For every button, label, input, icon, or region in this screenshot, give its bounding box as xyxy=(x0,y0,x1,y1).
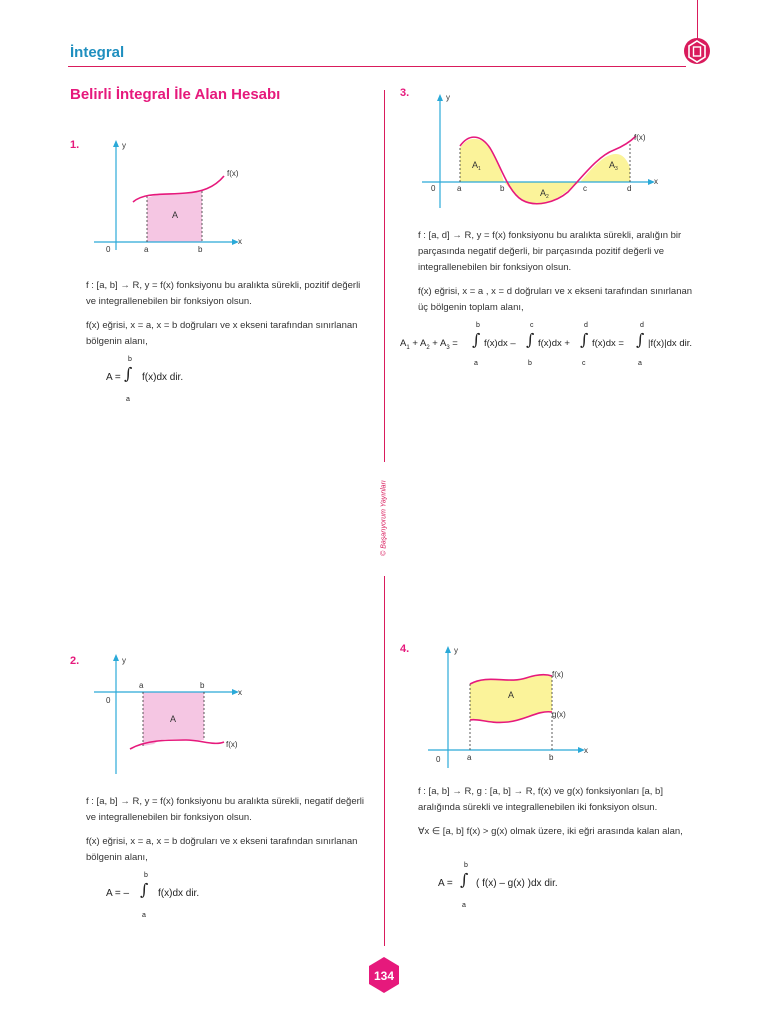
item-number-3: 3. xyxy=(400,87,410,99)
area-region-a3 xyxy=(580,154,630,182)
f-label: f(x) xyxy=(227,169,239,178)
y-label: y xyxy=(446,93,450,102)
b-label: b xyxy=(549,753,554,762)
a2-label: $A_2$ xyxy=(540,188,549,200)
x-label: x xyxy=(584,746,588,755)
c-label: c xyxy=(583,184,587,193)
item-number-1: 1. xyxy=(70,139,80,151)
copyright-notice: © Başarıyorum Yayınları xyxy=(380,480,388,556)
a3-label: $A_3$ xyxy=(609,160,618,172)
region-label: A xyxy=(172,210,179,220)
origin-label: 0 xyxy=(106,245,111,254)
figure-positive-area xyxy=(86,138,256,260)
a-label: a xyxy=(467,753,472,762)
y-label: y xyxy=(122,141,126,150)
region-label: A xyxy=(170,714,177,724)
x-label: x xyxy=(238,688,242,697)
figure-mixed-area xyxy=(418,88,668,212)
figure-negative-area xyxy=(86,652,256,780)
d-label: d xyxy=(627,184,632,193)
a-label: a xyxy=(139,681,144,690)
region-label: A xyxy=(508,690,515,700)
sum-lhs: $A_1 + A_2 + A_3$ = xyxy=(400,338,458,351)
item3-para-2: f(x) eğrisi, x = a , x = d doğruları ve x ekseni tarafından sınırlanan üç bölgenin toplam alanı, xyxy=(418,286,693,313)
chapter-title: İntegral xyxy=(70,44,125,61)
item3-para-1: f : [a, d] → R, y = f(x) fonksiyonu bu aralıkta sürekli, aralığın bir parçasında negatif değerli, bir parçasında pozitif değerli ve integrallenebilen bir fonksiyon olsun. xyxy=(418,230,682,273)
x-label: x xyxy=(654,177,658,186)
origin-label: 0 xyxy=(436,755,441,764)
section-title: Belirli İntegral İle Alan Hesabı xyxy=(70,86,281,103)
item4-para-2: ∀x ∈ [a, b] f(x) > g(x) olmak üzere, iki eğri arasında kalan alan, xyxy=(418,826,683,837)
a1-label: $A_1$ xyxy=(472,160,481,172)
b-label: b xyxy=(198,245,203,254)
a-label: a xyxy=(457,184,462,193)
item-number-4: 4. xyxy=(400,643,410,655)
f-label: f(x) xyxy=(552,670,564,679)
b-label: b xyxy=(500,184,505,193)
figure-between-curves xyxy=(418,640,598,774)
page-number-badge xyxy=(366,955,402,995)
item2-para-2: f(x) eğrisi, x = a, x = b doğruları ve x ekseni tarafından sınırlanan bölgenin alanı, xyxy=(86,836,358,863)
page-number: 134 xyxy=(373,969,395,983)
origin-label: 0 xyxy=(431,184,436,193)
item-number-2: 2. xyxy=(70,655,80,667)
item3-formula: $A_1 + A_2 + A_3$ = b ∫ a f(x)dx – c ∫ b f(x)dx + d ∫ c f(x)dx = d ∫ a |f(x)|dx dir. xyxy=(400,322,692,367)
column-divider-bottom xyxy=(384,576,385,946)
y-label: y xyxy=(122,656,126,665)
f-label: f(x) xyxy=(634,133,646,142)
g-label: g(x) xyxy=(552,710,566,719)
item4-para-1: f : [a, b] → R, g : [a, b] → R, f(x) ve g(x) fonksiyonları [a, b] aralığında sürekli ve integrallenebilen iki fonksiyon olsun. xyxy=(418,786,663,813)
b-label: b xyxy=(200,681,205,690)
origin-label: 0 xyxy=(106,696,111,705)
item2-formula: A = – b ∫ a f(x)dx dir. xyxy=(106,872,200,919)
header-rule xyxy=(68,66,686,67)
y-label: y xyxy=(454,646,458,655)
publisher-logo-icon xyxy=(682,36,712,66)
x-label: x xyxy=(238,237,242,246)
column-divider-top xyxy=(384,90,385,462)
item1-formula: A = b ∫ a f(x)dx dir. xyxy=(106,356,184,403)
item2-para-1: f : [a, b] → R, y = f(x) fonksiyonu bu aralıkta sürekli, negatif değerli ve integrallenebilen bir fonksiyon olsun. xyxy=(86,796,365,823)
item1-para-1: f : [a, b] → R, y = f(x) fonksiyonu bu aralıkta sürekli, pozitif değerli ve integrallenebilen bir fonksiyon olsun. xyxy=(86,280,361,307)
item4-formula: A = b ∫ a ( f(x) – g(x) )dx dir. xyxy=(438,862,558,909)
f-label: f(x) xyxy=(226,740,238,749)
item1-para-2: f(x) eğrisi, x = a, x = b doğruları ve x ekseni tarafından sınırlanan bölgenin alanı, xyxy=(86,320,358,347)
a-label: a xyxy=(144,245,149,254)
